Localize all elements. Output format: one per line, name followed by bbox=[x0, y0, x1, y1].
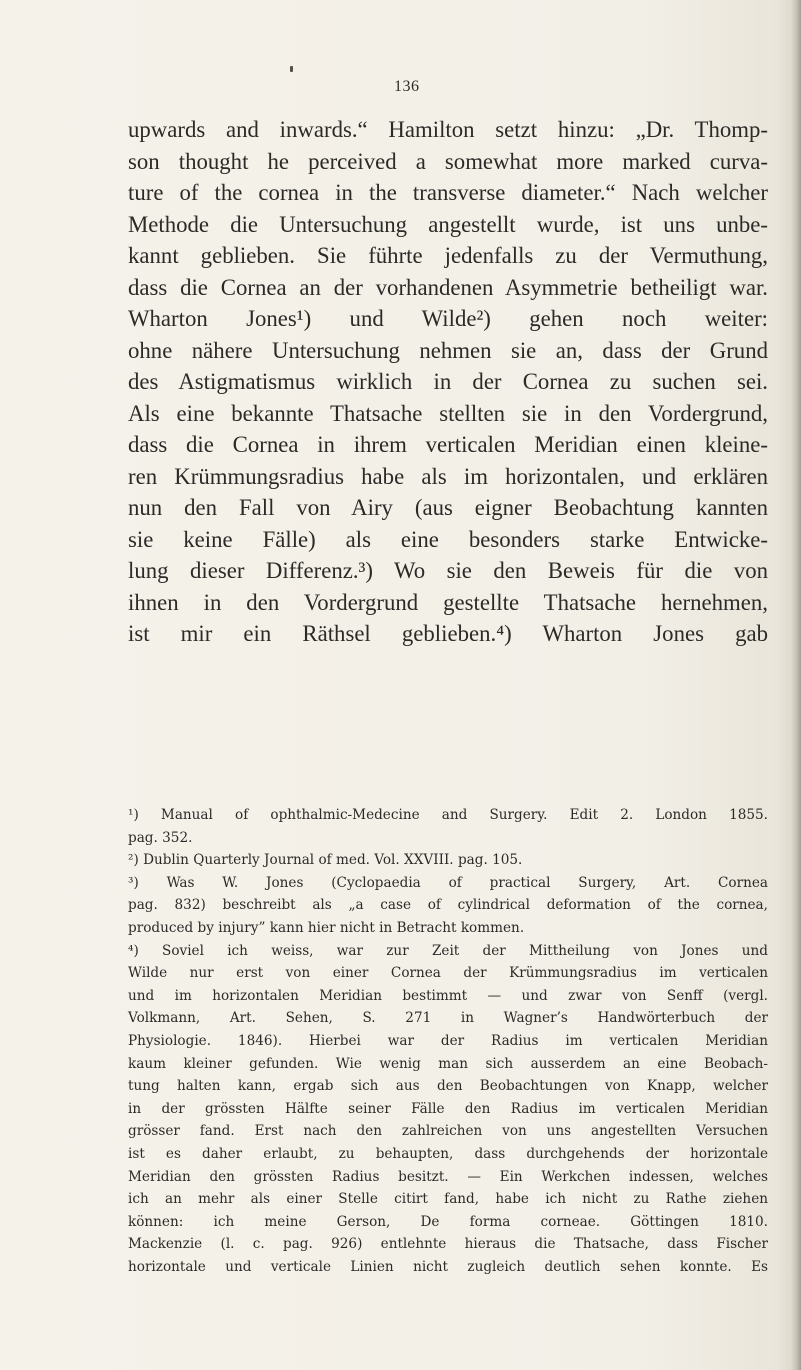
body-line: sie keine Fälle) als eine besonders starke Entwicke- bbox=[128, 526, 768, 552]
body-line: upwards and inwards.“ Hamilton setzt hinzu: „Dr. Thomp- bbox=[128, 117, 768, 142]
footnote-line: können: ich meine Gerson, De forma corneae. Göttingen 1810. bbox=[128, 1213, 768, 1230]
footnote-line: ³) Was W. Jones (Cyclopaedia of practical Surgery, Art. Cornea bbox=[128, 874, 768, 891]
footnote-line: ²) Dublin Quarterly Journal of med. Vol. XXVIII. pag. 105. bbox=[128, 852, 523, 869]
ink-speck bbox=[290, 66, 293, 72]
body-text bbox=[128, 114, 768, 650]
body-line: Als eine bekannte Thatsache stellten sie in den Vordergrund, bbox=[128, 400, 768, 426]
body-line: ist mir ein Räthsel geblieben.⁴) Wharton Jones gab bbox=[128, 621, 768, 646]
body-line: des Astigmatismus wirklich in der Cornea zu suchen sei. bbox=[128, 369, 768, 394]
body-line: lung dieser Differenz.³) Wo sie den Beweis für die von bbox=[128, 558, 768, 583]
body-line: nun den Fall von Airy (aus eigner Beobachtung kannten bbox=[128, 495, 768, 520]
body-line: Methode die Untersuchung angestellt wurde, ist uns unbe- bbox=[128, 211, 768, 237]
footnote-line: pag. 832) beschreibt als „a case of cylindrical deformation of the cornea, bbox=[128, 897, 768, 914]
footnote-line: kaum kleiner gefunden. Wie wenig man sich ausserdem an eine Beobach- bbox=[128, 1055, 768, 1072]
footnote-line: Physiologie. 1846). Hierbei war der Radius im verticalen Meridian bbox=[128, 1032, 768, 1049]
footnote-line: Volkmann, Art. Sehen, S. 271 in Wagner’s Handwörterbuch der bbox=[128, 1010, 768, 1027]
body-line: dass die Cornea in ihrem verticalen Meridian einen kleine- bbox=[128, 432, 768, 457]
body-line: ihnen in den Vordergrund gestellte Thatsache hernehmen, bbox=[128, 589, 768, 615]
body-line: ohne nähere Untersuchung nehmen sie an, dass der Grund bbox=[128, 337, 768, 363]
body-line: kannt geblieben. Sie führte jedenfalls zu der Vermuthung, bbox=[128, 243, 768, 268]
footnote-line: grösser fand. Erst nach den zahlreichen von uns angestellten Versuchen bbox=[128, 1123, 768, 1140]
page-edge-shadow bbox=[791, 0, 801, 1370]
footnotes bbox=[128, 804, 768, 1278]
footnote-line: ¹) Manual of ophthalmic-Medecine and Surgery. Edit 2. London 1855. bbox=[128, 807, 768, 823]
body-line: Wharton Jones¹) und Wilde²) gehen noch weiter: bbox=[128, 306, 768, 331]
footnote-line: Wilde nur erst von einer Cornea der Krümmungsradius im verticalen bbox=[128, 965, 768, 982]
footnote-line: tung halten kann, ergab sich aus den Beobachtungen von Knapp, welcher bbox=[128, 1078, 768, 1095]
footnote-line: pag. 352. bbox=[128, 829, 193, 846]
footnote-line: Meridian den grössten Radius besitzt. — Ein Werkchen indessen, welches bbox=[128, 1168, 768, 1185]
footnote-line: ⁴) Soviel ich weiss, war zur Zeit der Mittheilung von Jones und bbox=[128, 942, 768, 959]
body-line: son thought he perceived a somewhat more marked curva- bbox=[128, 148, 768, 174]
body-line: ture of the cornea in the transverse diameter.“ Nach welcher bbox=[128, 180, 768, 205]
footnote-line: ist es daher erlaubt, zu behaupten, dass durchgehends der horizontale bbox=[128, 1145, 768, 1162]
footnote-line: und im horizontalen Meridian bestimmt — und zwar von Senff (vergl. bbox=[128, 987, 768, 1004]
footnote-line: Mackenzie (l. c. pag. 926) entlehnte hieraus die Thatsache, dass Fischer bbox=[128, 1236, 768, 1253]
footnote-line: ich an mehr als einer Stelle citirt fand, habe ich nicht zu Rathe ziehen bbox=[128, 1191, 768, 1208]
footnote-line: horizontale und verticale Linien nicht zugleich deutlich sehen konnte. Es bbox=[128, 1258, 768, 1275]
footnote-line: in der grössten Hälfte seiner Fälle den Radius im verticalen Meridian bbox=[128, 1100, 768, 1117]
footnote-line: produced by injury” kann hier nicht in Betracht kommen. bbox=[128, 919, 525, 936]
body-line: dass die Cornea an der vorhandenen Asymmetrie betheiligt war. bbox=[128, 274, 768, 300]
page-number: 136 bbox=[394, 78, 420, 95]
body-line: ren Krümmungsradius habe als im horizontalen, und erklären bbox=[128, 463, 768, 489]
